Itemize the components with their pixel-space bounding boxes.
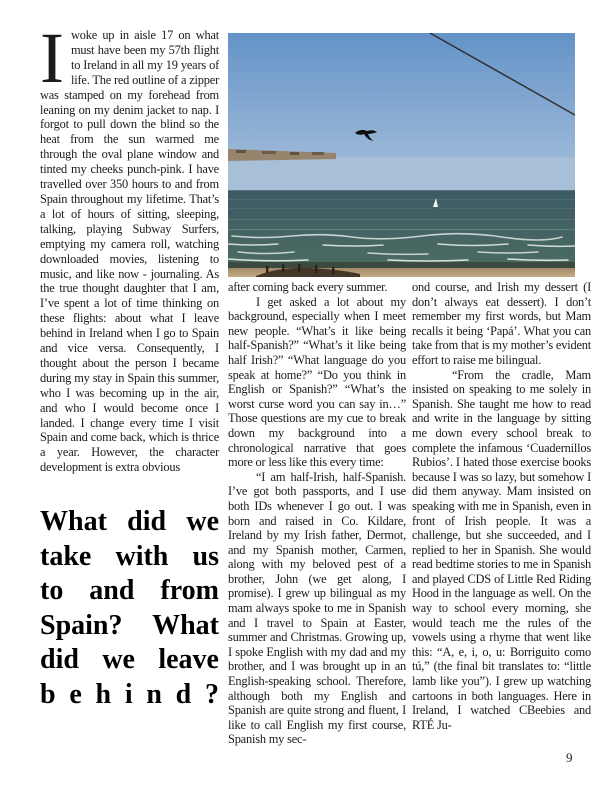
middle-column [228, 280, 406, 747]
body-paragraph: “From the cradle, Mam insisted on speaking to me solely in Spanish. She taught me how to read and write in the language by sitting me down every school break to complete the infamous ‘Cuadernillos Rubios’. I hated those exercise books because I was so lazy, but somehow I did them anyway. Mam insisted on speaking with me in Spanish, even in front of Irish people. It was a challenge, but she succeeded, and I replied to her in Spanish. She would read bedtime stories to me in Spanish and played CDS of Little Red Riding Hood in the language as well. On the way to school every morning, she would teach me the rules of the vowels using a rhyme that went like this: “A, e, i, o, u: Borriguito como tú,” (the final bit translates to: “little lamb like you”). I grew up watching cartoons in both languages. Here in Ireland, I watched CBeebies and RTÉ Ju- [412, 367, 591, 732]
seaside-photo [228, 33, 575, 277]
pull-quote [40, 505, 219, 712]
pull-quote-line: b e h i n d ? [40, 678, 219, 710]
body-paragraph: “I am half-Irish, half-Spanish. I’ve got both passports, and I use both IDs whenever I go out. I was born and raised in Co. Kildare, Ireland by my Irish father, Dermot, and my Spanish mother, Carmen, along with my beloved pest of a brother, John (we get along, I promise). I grew up bilingual as my mam always spoke to me in Spanish and I travel to Spain at Easter, summer and Christmas. Growing up, I spoke English with my dad and my brother, and I was brought up in an English-speaking school. Therefore, although both my English and Spanish are quite strong and fluent, I like to call English my first course, Spanish my sec- [228, 469, 406, 747]
photo-distant-shore-detail [290, 152, 299, 155]
photo-distant-shore-detail [312, 152, 324, 155]
photo-sea-streak [228, 208, 575, 209]
photo-sea-streak [228, 219, 575, 220]
opening-paragraph-text: woke up in aisle 17 on what must have been my 57th flight to Ireland in all my 19 years of life. The red outline of a zipper was stamped on my forehead from leaning on my denim jacket to nap. I forgot to pull down the blind so the heat from the sun warmed me through the oval plane window and tinted my cheeks punch-pink. I have travelled over 350 hours to and from Spain throughout my lifetime. That’s a lot of hours of sitting, sleeping, talking, playing Subway Surfers, emptying my camera roll, watching downloaded movies, listening to music, and like now - journaling. As the true thought daughter that I am, I’ve spent a lot of time thinking on these flights: about what I leave behind in Ireland when I go to Spain and vice versa. Consequently, I thought about the person I became during my stay in Spain this summer, who I was becoming up in the air, and who I would become once I landed. I change every time I visit Spain and come back, which is thrice a year. However, the character development is extra obvious [40, 28, 219, 475]
photo-sea-streak [228, 199, 575, 200]
dropcap: I [40, 18, 64, 98]
photo-distant-shore-detail [262, 151, 276, 154]
pull-quote-line: Spain? What [40, 609, 219, 641]
photo-distant-shore-detail [236, 150, 246, 153]
pull-quote-line: did we leave [40, 644, 219, 676]
photo-sea-haze [228, 157, 575, 191]
right-column [412, 280, 591, 732]
photo-sky [228, 33, 575, 163]
pull-quote-line: take with us [40, 540, 219, 572]
pull-quote-line: What did we [40, 506, 219, 538]
pull-quote-line: to and from [40, 575, 219, 607]
photo-wet-sand [228, 262, 575, 269]
body-paragraph: ond course, and Irish my dessert (I don’t always eat dessert). I don’t remember my first words, but Mam recalls it being ‘Papá’. What you can take from that is my mother’s evident effort to raise me bilingual. [412, 280, 591, 367]
caption-continuation: after coming back every summer. [228, 280, 388, 294]
photo-sea-streak [228, 229, 575, 230]
left-column [40, 18, 219, 712]
body-paragraph: I get asked a lot about my background, especially when I meet new people. “What’s it like being half-Spanish?” “What’s it like being half Irish?” “What language do you speak at home?” “Do you think in English or Spanish?” “What’s the worst curse word you can say in…” Those questions are my cue to break down my background into a chronological narrative that goes more or less like this every time: [228, 294, 406, 470]
page-number: 9 [566, 750, 573, 765]
opening-paragraph [40, 18, 219, 475]
